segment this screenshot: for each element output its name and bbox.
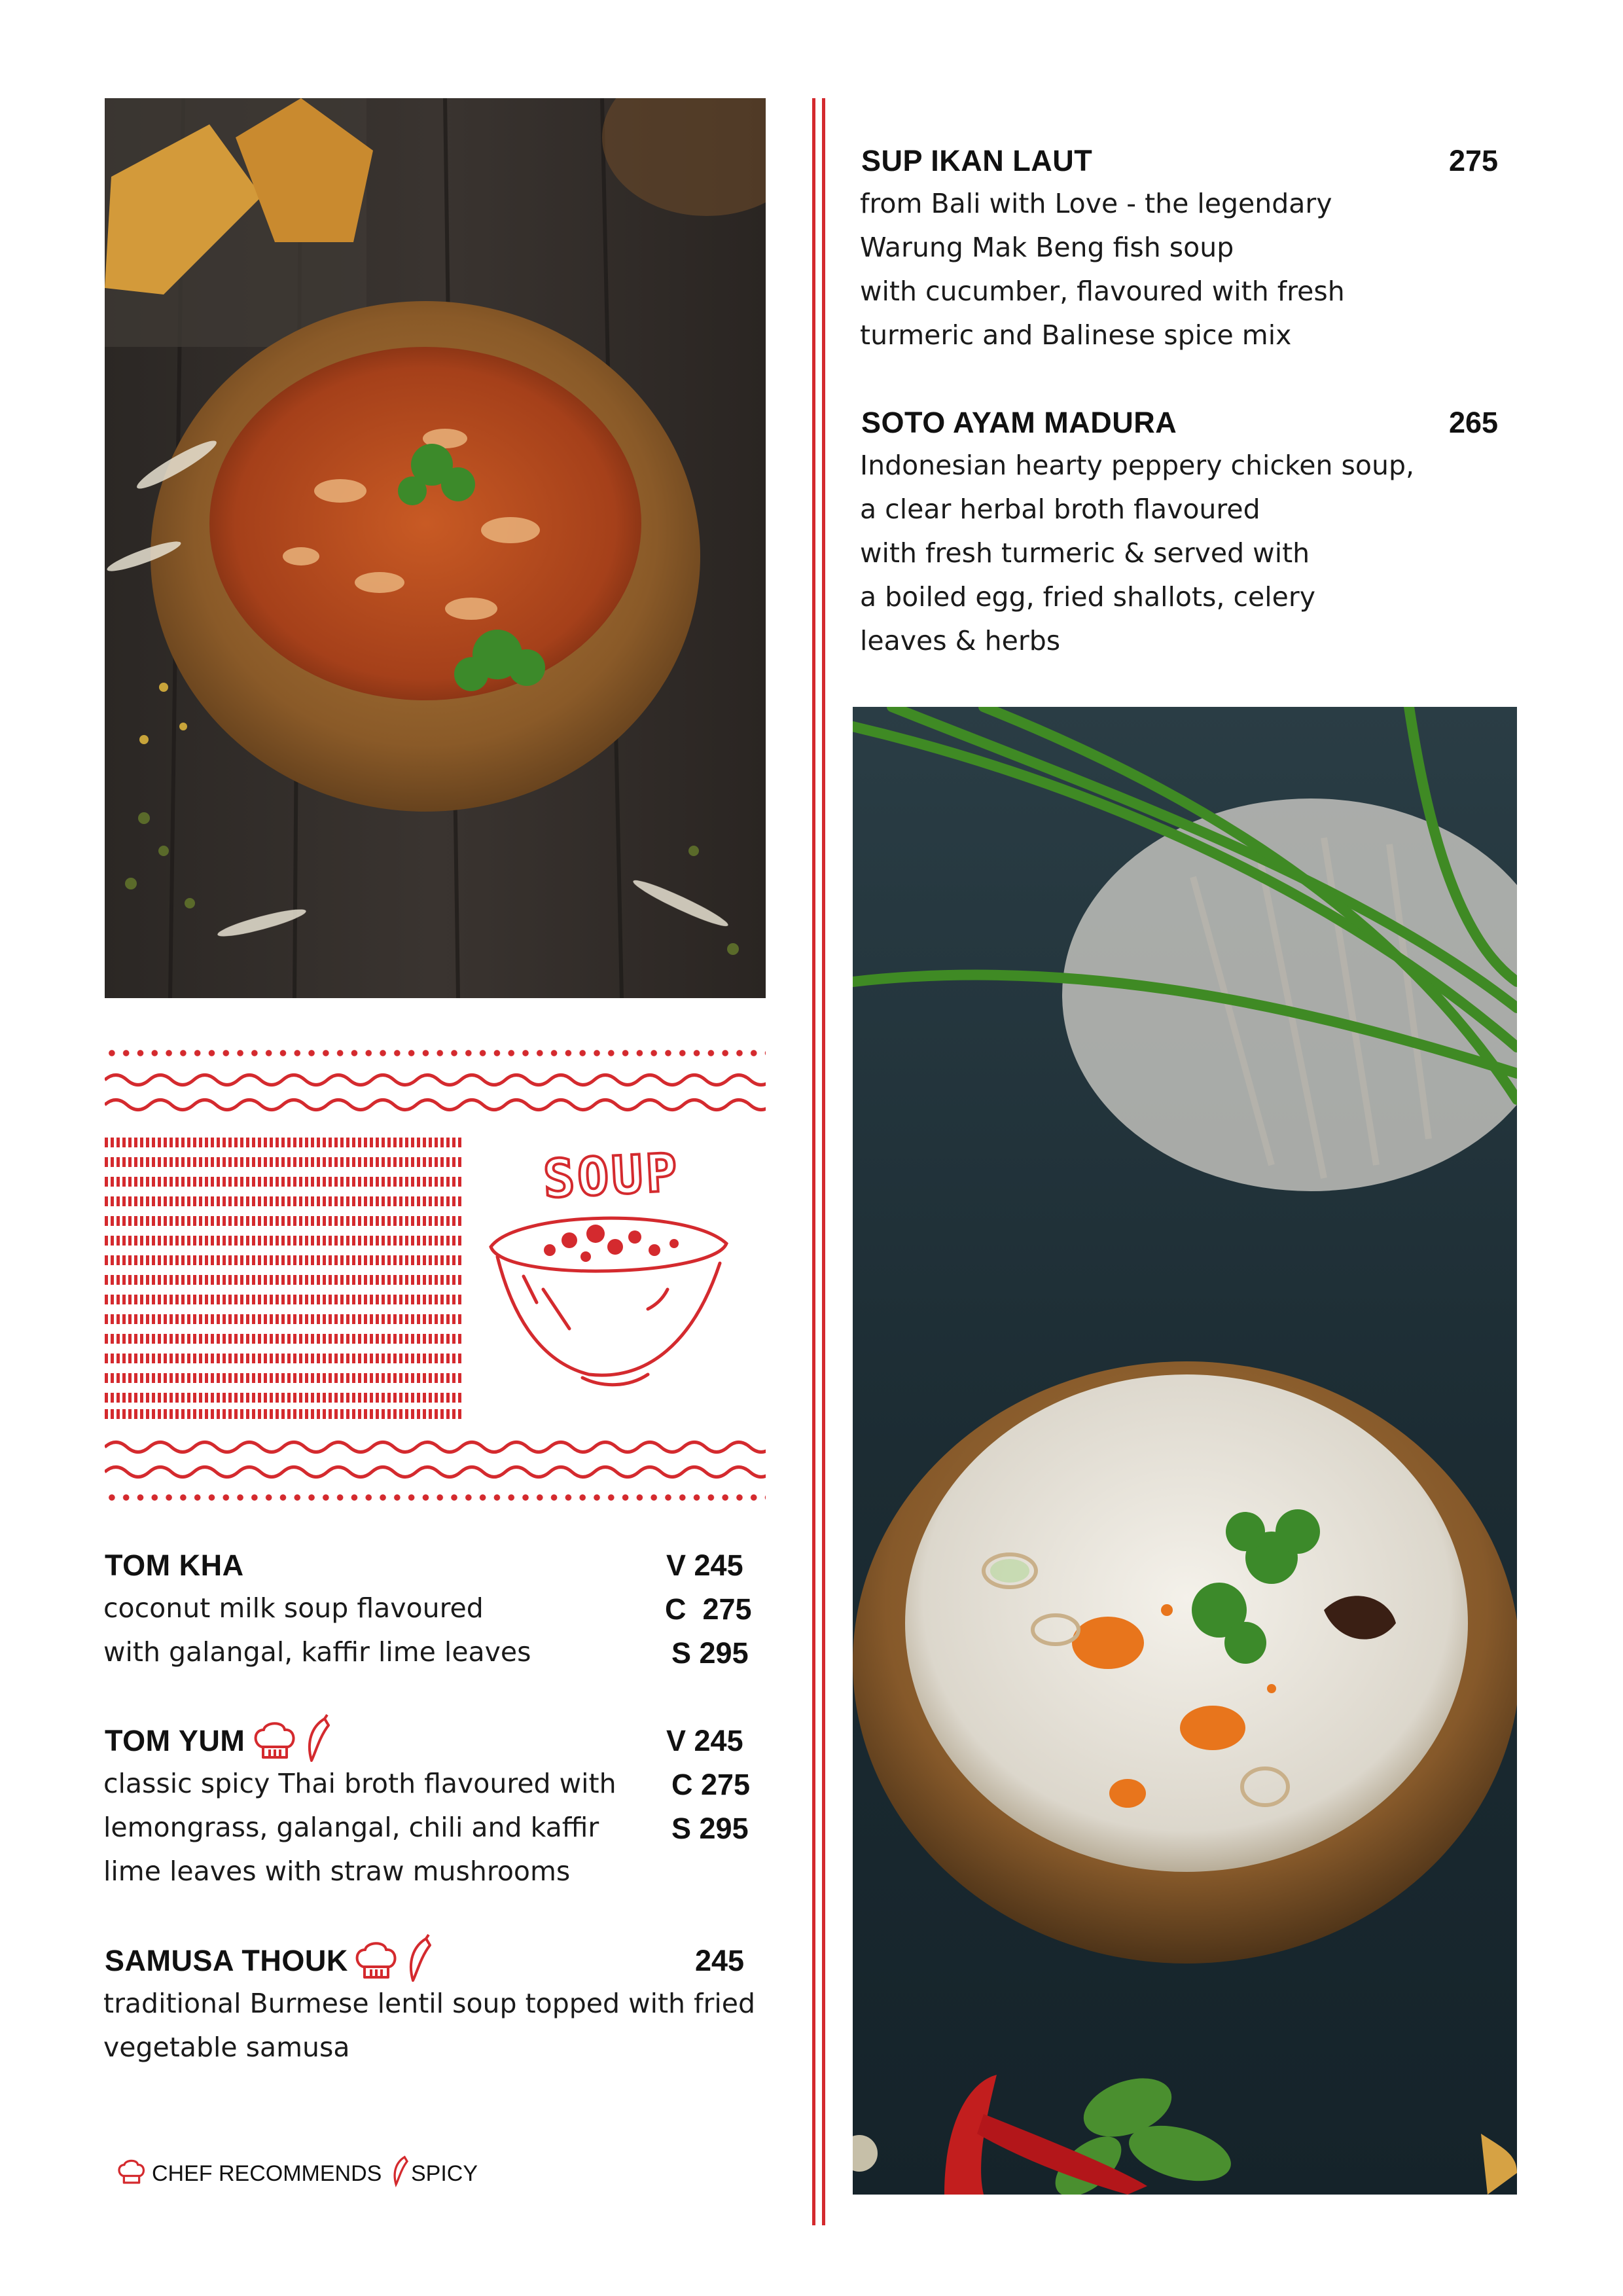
dotted-border-bottom: [105, 1494, 766, 1501]
menu-item-price: 275: [1449, 144, 1499, 177]
menu-item-description: Indonesian hearty peppery chicken soup, a clear herbal broth flavoured with fresh turmeric & served with a boiled egg, fried shallots, celery leaves & herbs: [860, 450, 1415, 656]
soup-illustration: [478, 1141, 740, 1401]
menu-item-price: 265: [1449, 406, 1499, 439]
tomato-soup-photo: [105, 98, 766, 998]
menu-item-price-v: V 245: [666, 1549, 743, 1582]
coconut-soup-photo: [853, 707, 1517, 2195]
menu-item-price-s: S 295: [671, 1636, 749, 1670]
menu-item-price-c: C 275: [665, 1592, 752, 1626]
chili-icon: [390, 2153, 410, 2190]
menu-item-description: classic spicy Thai broth flavoured with lemongrass, galangal, chili and kaffir lime leaves with straw mushrooms: [103, 1768, 616, 1887]
menu-item-name: TOM YUM: [105, 1724, 245, 1757]
menu-item-price: 245: [695, 1944, 745, 1977]
menu-item-name: SOTO AYAM MADURA: [861, 406, 1177, 439]
menu-item-price-v: V 245: [666, 1724, 743, 1757]
menu-item-name: TOM KHA: [105, 1549, 244, 1582]
column-divider-line: [812, 98, 815, 2225]
menu-item-description: coconut milk soup flavoured with galangal, kaffir lime leaves: [103, 1592, 531, 1668]
menu-item-description: traditional Burmese lentil soup topped with fried vegetable samusa: [103, 1988, 756, 2063]
soup-badge-label: SOUP: [541, 1141, 681, 1210]
menu-item-name: SAMUSA THOUK: [105, 1944, 348, 1977]
menu-item-price-c: C 275: [671, 1768, 751, 1801]
dotted-border-top: [105, 1049, 766, 1057]
column-divider-line: [822, 98, 825, 2225]
chef-hat-icon: [116, 2157, 147, 2189]
menu-item-description: from Bali with Love - the legendary Warung Mak Beng fish soup with cucumber, flavoured with fresh turmeric and Balinese spice mix: [860, 188, 1345, 351]
legend-chef-recommends: CHEF RECOMMENDS: [152, 2161, 382, 2186]
menu-item-name: SUP IKAN LAUT: [861, 144, 1093, 177]
chili-icon: [302, 1713, 332, 1767]
wave-border-bottom-2: [105, 1462, 766, 1482]
wave-border-top-2: [105, 1095, 766, 1115]
menu-item-price-s: S 295: [671, 1812, 749, 1845]
wave-border-bottom-1: [105, 1437, 766, 1457]
chili-icon: [404, 1933, 434, 1987]
legend-spicy: SPICY: [411, 2161, 478, 2186]
chef-hat-icon: [252, 1718, 298, 1765]
wave-border-top-1: [105, 1070, 766, 1090]
chef-hat-icon: [353, 1938, 399, 1985]
striped-pattern-block: [105, 1138, 461, 1419]
